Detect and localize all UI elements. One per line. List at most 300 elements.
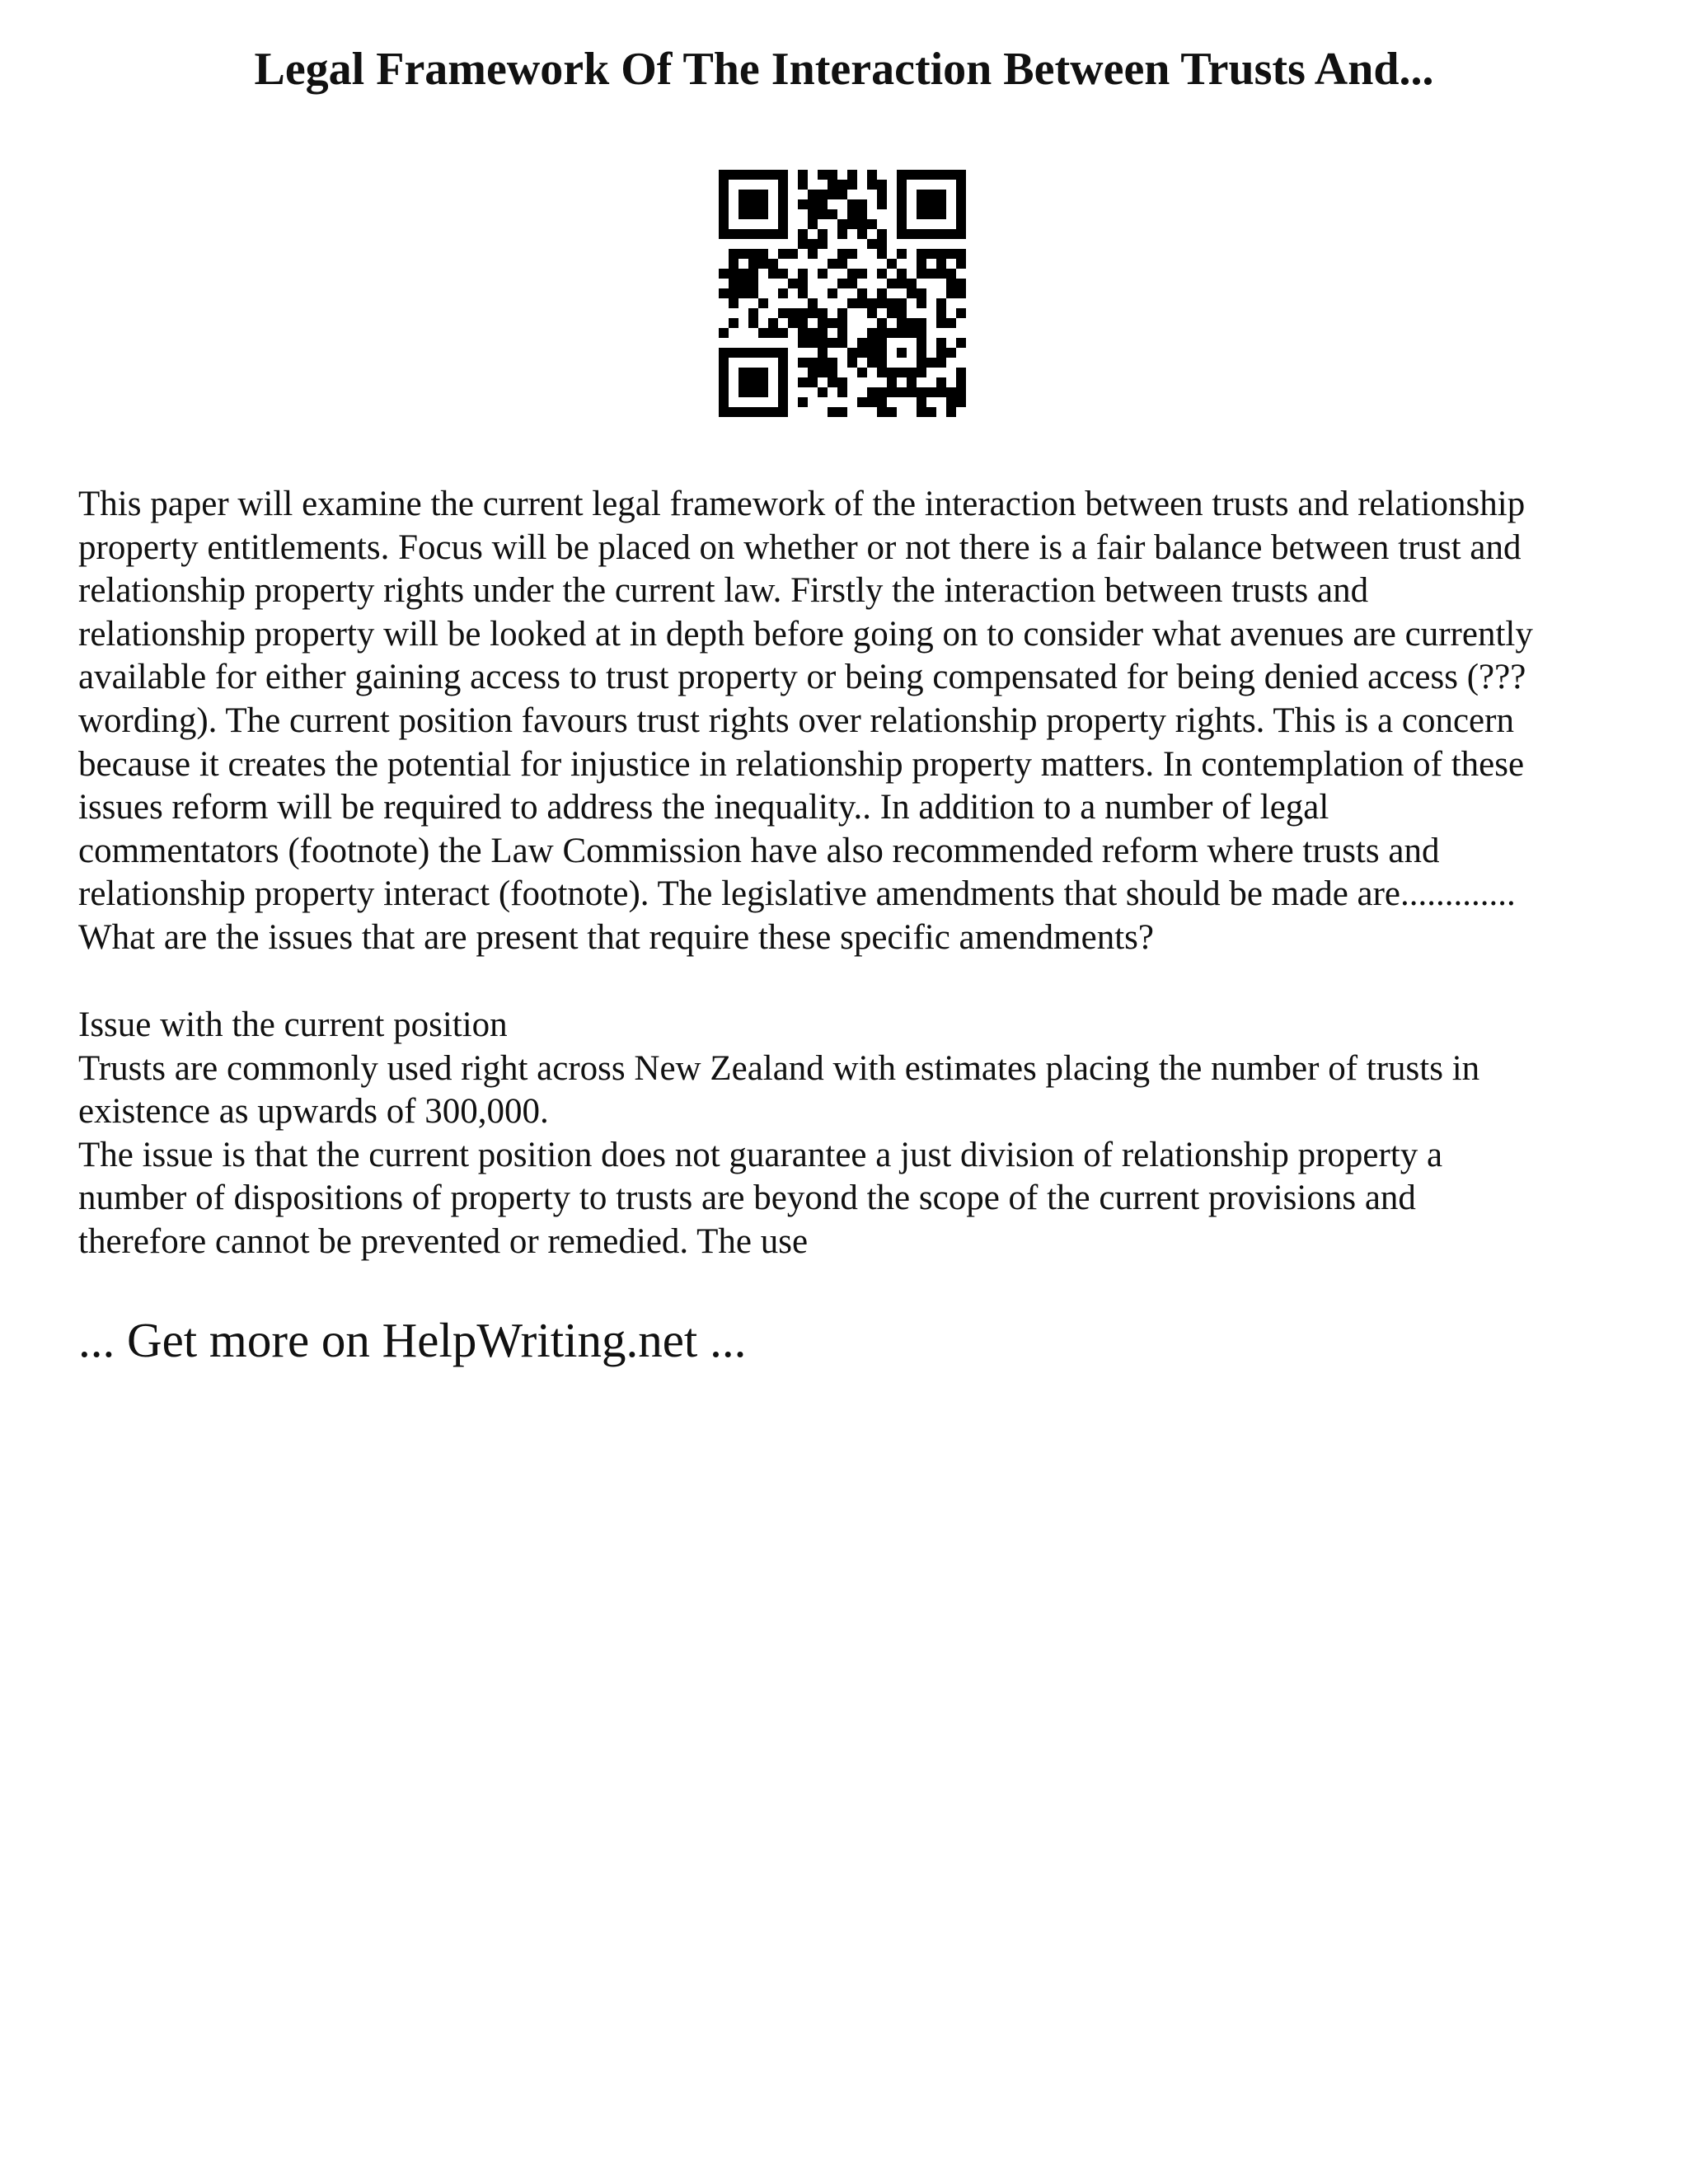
qr-module [738,269,748,279]
qr-module [818,269,828,279]
qr-module [808,199,818,209]
qr-module [837,328,847,338]
qr-module [887,259,897,269]
qr-module [818,199,828,209]
qr-module [798,397,808,407]
qr-module [956,308,966,318]
qr-module [897,298,907,308]
qr-module [837,279,847,288]
qr-module [748,170,758,180]
qr-module [729,348,738,358]
qr-module [877,318,887,328]
qr-module [808,219,818,229]
qr-module [719,219,729,229]
qr-module [917,328,926,338]
qr-module [719,368,729,377]
qr-module [748,318,758,328]
qr-module [748,209,758,219]
qr-module [946,249,956,259]
qr-module [897,180,907,190]
qr-module [946,387,956,397]
qr-module [828,170,837,180]
qr-module [778,229,788,239]
qr-module [936,249,946,259]
qr-module [798,377,808,387]
qr-module [877,269,887,279]
qr-module [956,180,966,190]
qr-module [748,368,758,377]
qr-module [837,407,847,417]
qr-module [946,279,956,288]
qr-module [719,209,729,219]
qr-module [926,209,936,219]
qr-module [887,387,897,397]
qr-module [917,348,926,358]
qr-module [778,407,788,417]
qr-module [768,229,778,239]
qr-module [917,170,926,180]
qr-module [758,387,768,397]
qr-module [946,288,956,298]
qr-module [907,328,917,338]
qr-module [956,259,966,269]
qr-module [956,209,966,219]
qr-module [857,338,867,348]
qr-module [936,229,946,239]
qr-module [936,190,946,199]
qr-module [847,199,857,209]
qr-module [956,199,966,209]
qr-module [729,298,738,308]
qr-module [867,338,877,348]
intro-line: commentators (footnote) the Law Commission have also recommended reform where trusts and [78,831,1440,870]
qr-module [867,328,877,338]
qr-module [917,318,926,328]
qr-module [837,387,847,397]
qr-module [729,279,738,288]
qr-module [917,249,926,259]
qr-module [748,288,758,298]
qr-module [798,358,808,368]
qr-module [936,377,946,387]
qr-module [917,397,926,407]
qr-module [867,387,877,397]
qr-module [877,239,887,249]
qr-module [778,387,788,397]
qr-module [818,209,828,219]
qr-module [738,348,748,358]
qr-module [748,259,758,269]
qr-module [897,318,907,328]
intro-line: relationship property will be looked at in depth before going on to consider what avenues are currently [78,614,1533,654]
qr-module [867,180,877,190]
qr-module [808,298,818,308]
qr-module [738,249,748,259]
qr-module [936,170,946,180]
qr-module [828,338,837,348]
qr-module [926,407,936,417]
qr-module [877,358,887,368]
qr-module [887,407,897,417]
qr-module [907,170,917,180]
qr-module [808,249,818,259]
qr-module [877,288,887,298]
issue-heading: Issue with the current position [78,1005,508,1044]
qr-module [738,170,748,180]
qr-module [917,288,926,298]
qr-module [738,387,748,397]
qr-module [808,338,818,348]
qr-module [837,249,847,259]
qr-module [946,397,956,407]
qr-module [946,318,956,328]
qr-module [778,190,788,199]
qr-module [719,407,729,417]
qr-module [778,348,788,358]
qr-module [917,190,926,199]
qr-module [768,170,778,180]
qr-module [729,318,738,328]
qr-module [758,229,768,239]
qr-module [857,269,867,279]
qr-module [847,348,857,358]
issue-line: existence as upwards of 300,000. [78,1092,549,1132]
qr-module [857,219,867,229]
qr-module [897,348,907,358]
qr-module [808,190,818,199]
qr-module [729,269,738,279]
qr-module [788,308,798,318]
qr-module [857,229,867,239]
qr-module [818,358,828,368]
qr-module [798,229,808,239]
qr-module [738,229,748,239]
intro-line: What are the issues that are present that require these specific amendments? [78,917,1154,957]
qr-module [808,308,818,318]
qr-module [847,298,857,308]
qr-module [897,368,907,377]
qr-module [837,229,847,239]
qr-module [857,209,867,219]
qr-module [956,279,966,288]
qr-module [917,368,926,377]
qr-module [926,269,936,279]
qr-module [877,348,887,358]
qr-module [936,298,946,308]
qr-module [867,397,877,407]
qr-module [788,249,798,259]
qr-module [798,279,808,288]
qr-module [887,377,897,387]
qr-module [907,318,917,328]
qr-module [926,170,936,180]
qr-module [778,269,788,279]
qr-module [847,180,857,190]
qr-module [808,368,818,377]
qr-module [828,377,837,387]
qr-module [917,259,926,269]
qr-module [887,279,897,288]
qr-module [758,328,768,338]
qr-module [956,190,966,199]
qr-module [719,358,729,368]
qr-module [758,249,768,259]
qr-module [956,170,966,180]
qr-module [837,219,847,229]
qr-module [877,180,887,190]
qr-module [758,259,768,269]
qr-module [936,209,946,219]
qr-module [946,348,956,358]
qr-module [719,199,729,209]
qr-module [818,229,828,239]
qr-module [936,387,946,397]
qr-module [719,229,729,239]
qr-module [946,407,956,417]
issue-section [78,1004,1628,1264]
qr-module [828,180,837,190]
qr-module [808,328,818,338]
qr-module [748,229,758,239]
issue-line: Trusts are commonly used right across New Zealand with estimates placing the number of trusts in [78,1048,1480,1088]
qr-module [748,377,758,387]
qr-module [946,229,956,239]
qr-module [867,348,877,358]
qr-module [917,298,926,308]
qr-module [758,368,768,377]
qr-module [936,199,946,209]
qr-module [828,259,837,269]
qr-module [798,269,808,279]
qr-module [887,368,897,377]
qr-module [828,368,837,377]
qr-module [798,318,808,328]
qr-module [808,239,818,249]
qr-module [877,368,887,377]
qr-module [778,308,788,318]
qr-module [837,190,847,199]
qr-module [748,407,758,417]
qr-module [778,377,788,387]
qr-module [748,190,758,199]
qr-module [847,358,857,368]
intro-line: wording). The current position favours trust rights over relationship property rights. This is a concern [78,701,1514,740]
qr-module [738,190,748,199]
qr-module [818,387,828,397]
qr-module [729,407,738,417]
qr-module [719,328,729,338]
qr-module [877,397,887,407]
qr-module [867,239,877,249]
qr-module [837,318,847,328]
qr-module [847,279,857,288]
qr-module [877,328,887,338]
qr-module [748,199,758,209]
qr-module [857,348,867,358]
qr-module [778,328,788,338]
qr-code-graphic [719,170,966,417]
qr-module [738,288,748,298]
qr-module [828,209,837,219]
qr-module [917,209,926,219]
qr-module [936,338,946,348]
qr-module [837,338,847,348]
qr-module [926,358,936,368]
qr-module [778,209,788,219]
qr-module [798,239,808,249]
qr-module [877,387,887,397]
qr-module [768,269,778,279]
qr-module [956,387,966,397]
qr-module [897,308,907,318]
get-more-link[interactable]: ... Get more on HelpWriting.net ... [78,1313,747,1367]
qr-module [887,308,897,318]
intro-line: property entitlements. Focus will be placed on whether or not there is a fair balance between trust and [78,527,1522,567]
qr-module [719,269,729,279]
qr-module [837,259,847,269]
qr-module [798,170,808,180]
qr-module [729,259,738,269]
issue-line: The issue is that the current position does not guarantee a just division of relationship property a [78,1135,1443,1174]
qr-module [917,229,926,239]
qr-module [738,279,748,288]
qr-module [828,190,837,199]
qr-module [798,199,808,209]
qr-module [897,209,907,219]
qr-module [917,199,926,209]
qr-module [867,308,877,318]
qr-module [907,387,917,397]
qr-module [729,229,738,239]
qr-module [917,387,926,397]
qr-module [936,358,946,368]
qr-module [877,338,887,348]
intro-line: available for either gaining access to trust property or being compensated for being denied access (??? [78,658,1526,697]
qr-module [778,219,788,229]
qr-module [758,199,768,209]
qr-module [956,377,966,387]
qr-module [926,199,936,209]
qr-module [788,279,798,288]
qr-module [857,368,867,377]
qr-module [808,377,818,387]
qr-module [917,338,926,348]
qr-module [956,229,966,239]
qr-module [828,288,837,298]
qr-module [877,190,887,199]
qr-module [847,249,857,259]
qr-module [877,199,887,209]
qr-module [778,249,788,259]
qr-module [738,209,748,219]
qr-module [847,219,857,229]
qr-module [748,308,758,318]
qr-module [946,269,956,279]
qr-module [847,209,857,219]
qr-module [719,170,729,180]
qr-module [907,368,917,377]
qr-module [887,298,897,308]
qr-module [729,288,738,298]
qr-module [818,239,828,249]
qr-module [818,348,828,358]
intro-line: relationship property interact (footnote). The legislative amendments that should be made are............. [78,874,1516,914]
qr-module [738,368,748,377]
qr-module [748,348,758,358]
issue-line: therefore cannot be prevented or remedied. The use [78,1221,809,1261]
intro-paragraph [78,483,1628,960]
page-title: Legal Framework Of The Interaction Between Trusts And... [254,44,1434,95]
qr-module [936,259,946,269]
qr-module [798,288,808,298]
qr-module [768,328,778,338]
qr-module [798,180,808,190]
qr-module [837,308,847,318]
qr-module [877,249,887,259]
qr-module [768,259,778,269]
qr-module [897,328,907,338]
qr-module [758,190,768,199]
qr-module [837,377,847,387]
qr-module [926,249,936,259]
qr-module [818,368,828,377]
qr-module [719,348,729,358]
qr-module [778,180,788,190]
qr-module [936,269,946,279]
qr-module [877,229,887,239]
qr-module [818,338,828,348]
qr-module [719,288,729,298]
qr-module [729,170,738,180]
qr-module [867,358,877,368]
qr-module [897,170,907,180]
intro-line: issues reform will be required to address the inequality.. In addition to a number of legal [78,788,1329,827]
qr-module [897,229,907,239]
qr-module [758,348,768,358]
qr-module [847,269,857,279]
intro-line: This paper will examine the current legal framework of the interaction between trusts and relationship [78,485,1526,523]
qr-module [788,318,798,328]
qr-module [818,308,828,318]
qr-module [758,377,768,387]
qr-module [867,298,877,308]
qr-module [867,219,877,229]
qr-module [808,358,818,368]
qr-module [897,219,907,229]
qr-module [907,279,917,288]
qr-module [956,219,966,229]
qr-module [917,358,926,368]
qr-module [946,170,956,180]
qr-module [917,407,926,417]
qr-module [758,298,768,308]
qr-module [778,368,788,377]
qr-module [956,288,966,298]
qr-module [926,190,936,199]
qr-module [897,190,907,199]
qr-module [778,288,788,298]
qr-module [758,407,768,417]
qr-module [956,397,966,407]
qr-module [867,170,877,180]
qr-module [877,298,887,308]
qr-module [798,308,808,318]
qr-module [877,407,887,417]
qr-module [738,199,748,209]
qr-module [857,199,867,209]
intro-line: relationship property rights under the current law. Firstly the interaction between trusts and [78,571,1369,611]
qr-module [907,377,917,387]
